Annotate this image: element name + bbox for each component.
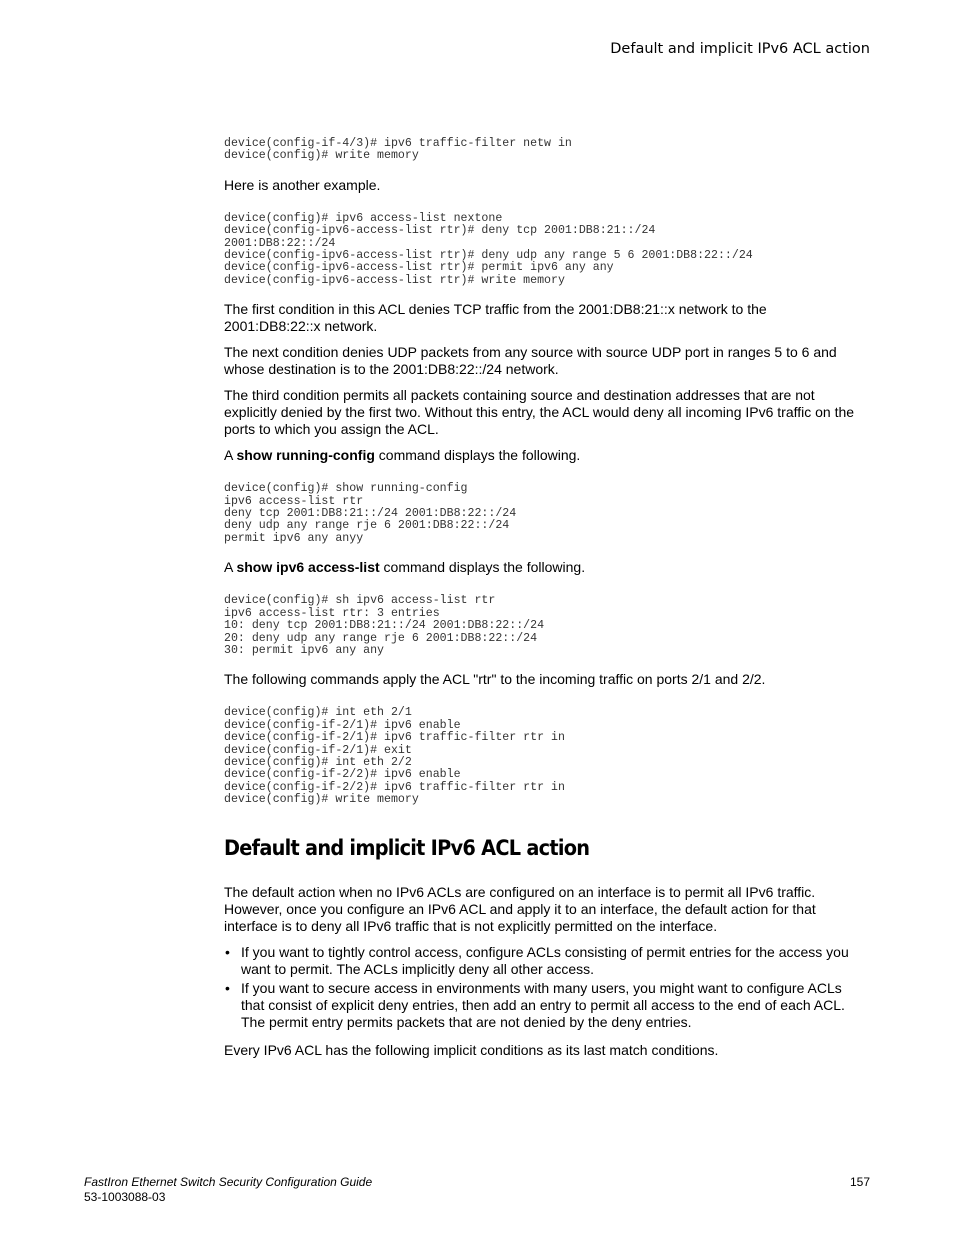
text-run: A — [224, 559, 237, 576]
running-header-title: Default and implicit IPv6 ACL action — [610, 41, 870, 57]
list-item — [224, 944, 864, 978]
footer-doc-number: 53-1003088-03 — [84, 1190, 166, 1204]
code-block-sh-ipv6-access-list: device(config)# sh ipv6 access-list rtr ipv6 access-list rtr: 3 entries 10: deny tcp 2001:DB8:21::/24 2001:DB8:22::/24 20: deny udp any range rje 6 2001:DB8:22::/24 30: permit ipv6 any any — [224, 594, 545, 657]
command-name: show ipv6 access-list — [236, 559, 380, 576]
text-run: command displays the following. — [374, 447, 581, 464]
list-item-text: If you want to secure access in environments with many users, you might want to configure ACLs that consist of explicit deny entries, then add an entry to permit all access to the end of each ACL. The permit entry permits packets that are not denied by the deny entries. — [241, 979, 845, 1030]
footer-page-number: 157 — [849, 1175, 870, 1189]
paragraph-apply-acl: The following commands apply the ACL "rtr" to the incoming traffic on ports 2/1 and 2/2. — [224, 671, 766, 688]
footer-guide-title: FastIron Ethernet Switch Security Configuration Guide — [84, 1175, 373, 1189]
text-run: command displays the following. — [379, 559, 586, 576]
code-block-apply-acl-ports: device(config)# int eth 2/1 device(config-if-2/1)# ipv6 enable device(config-if-2/1)# ipv6 traffic-filter rtr in device(config-if-2/1)# exit device(config)# int eth 2/2 device(config-if-2/2)# ipv6 enable device(config-if-2/2)# ipv6 traffic-filter rtr in device(config)# write memory — [224, 706, 565, 807]
paragraph-another-example: Here is another example. — [224, 176, 381, 193]
code-block-traffic-filter-netw: device(config-if-4/3)# ipv6 traffic-filter netw in device(config)# write memory — [224, 137, 572, 163]
command-name: show running-config — [236, 447, 375, 464]
paragraph-implicit-conditions: Every IPv6 ACL has the following implicit conditions as its last match conditions. — [224, 1041, 719, 1058]
paragraph-show-ipv6-access-list — [224, 559, 864, 576]
bullet-list — [224, 944, 864, 1031]
bullet-icon: • — [225, 943, 230, 960]
paragraph-default-action: The default action when no IPv6 ACLs are configured on an interface is to permit all IPv6 traffic. However, once you configure an IPv6 ACL and apply it to an interface, the default action for that interface is to deny all IPv6 traffic that is not explicitly permitted on the interface. — [224, 883, 816, 934]
code-block-access-list-nextone: device(config)# ipv6 access-list nextone device(config-ipv6-access-list rtr)# deny tcp 2001:DB8:21::/24 2001:DB8:22::/24 device(config-ipv6-access-list rtr)# deny udp any range 5 6 2001:DB8:22::/24 device(config-ipv6-access-list rtr)# permit ipv6 any any device(config-ipv6-access-list rtr)# write memory — [224, 211, 753, 287]
code-block-show-running-config: device(config)# show running-config ipv6 access-list rtr deny tcp 2001:DB8:21::/24 2001:DB8:22::/24 deny udp any range rje 6 2001:DB8:22::/24 permit ipv6 any anyy — [224, 482, 517, 545]
paragraph-show-running-config — [224, 447, 864, 464]
list-item-text: If you want to tightly control access, configure ACLs consisting of permit entries for the access you want to permit. The ACLs implicitly deny all other access. — [241, 943, 849, 977]
paragraph-first-condition: The first condition in this ACL denies TCP traffic from the 2001:DB8:21::x network to the 2001:DB8:22::x network. — [224, 301, 767, 335]
paragraph-third-condition: The third condition permits all packets containing source and destination addresses that are not explicitly denied by the first two. Without this entry, the ACL would deny all incoming IPv6 traffic on the ports to which you assign the ACL. — [224, 387, 855, 438]
paragraph-next-condition: The next condition denies UDP packets from any source with source UDP port in ranges 5 to 6 and whose destination is to the 2001:DB8:22::/24 network. — [224, 344, 837, 378]
page-content — [224, 138, 864, 1059]
text-run: A — [224, 447, 237, 464]
section-heading: Default and implicit IPv6 ACL action — [224, 835, 590, 860]
bullet-icon: • — [225, 979, 230, 996]
footer-doc-info — [84, 1175, 372, 1205]
list-item — [224, 980, 864, 1031]
